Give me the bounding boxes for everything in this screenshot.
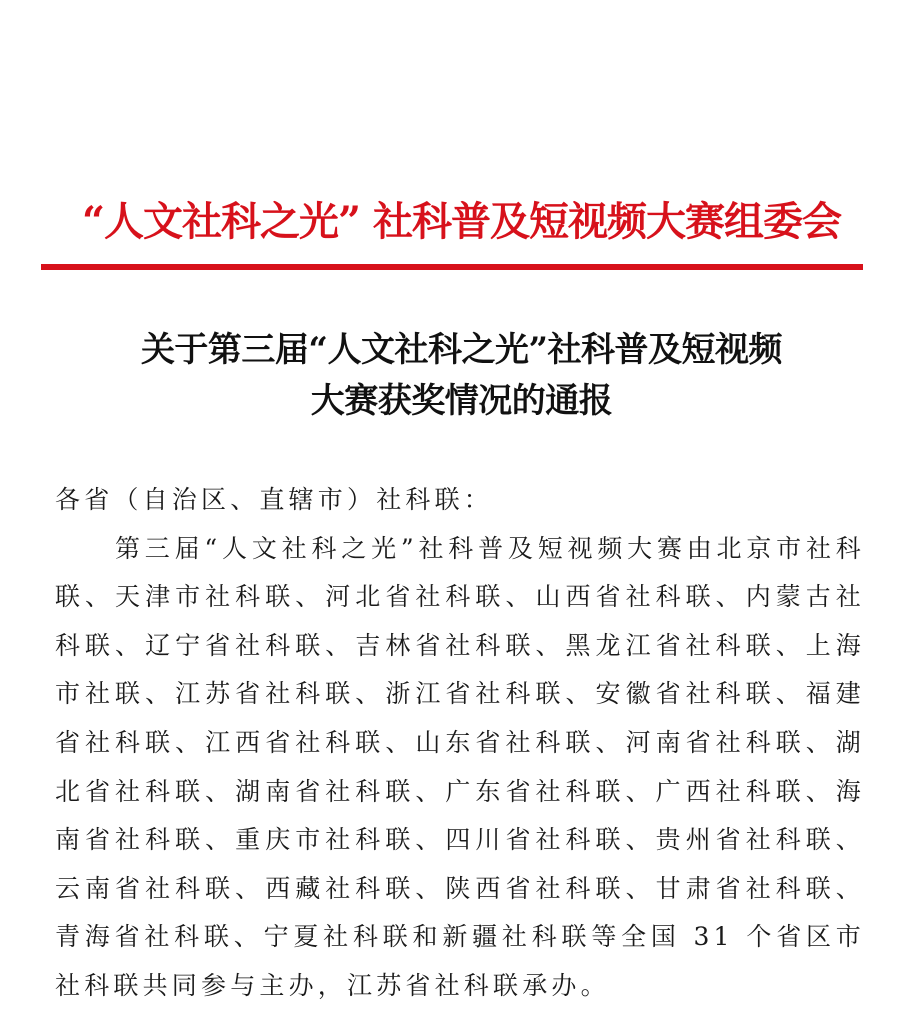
document-title-line1: 关于第三届“人文社科之光”社科普及短视频: [140, 330, 783, 370]
salutation: 各省（自治区、直辖市）社科联：: [55, 485, 494, 514]
organizer-header: “人文社科之光” 社科普及短视频大赛组委会: [82, 198, 841, 245]
red-divider: [41, 264, 863, 270]
paragraph: 第三届“人文社科之光”社科普及短视频大赛由北京市社科联、天津市社科联、河北省社科联、山西省社科联、内蒙古社科联、辽宁省社科联、吉林省社科联、黑龙江省社科联、上海市社联、江苏省社科联、浙江省社科联、安徽省社科联、福建省社科联、江西省社科联、山东省社科联、河南省社科联、湖北省社科联、湖南省社科联、广东省社科联、广西社科联、海南省社科联、重庆市社科联、四川省社科联、贵州省社科联、云南省社科联、西藏社科联、陕西省社科联、甘肃省社科联、青海省社科联、宁夏社科联和新疆社科联等全国 31 个省区市社科联共同参与主办，江苏省社科联承办。: [55, 533, 865, 1000]
document-title-line2: 大赛获奖情况的通报: [310, 381, 613, 421]
document-body: [55, 476, 865, 1011]
